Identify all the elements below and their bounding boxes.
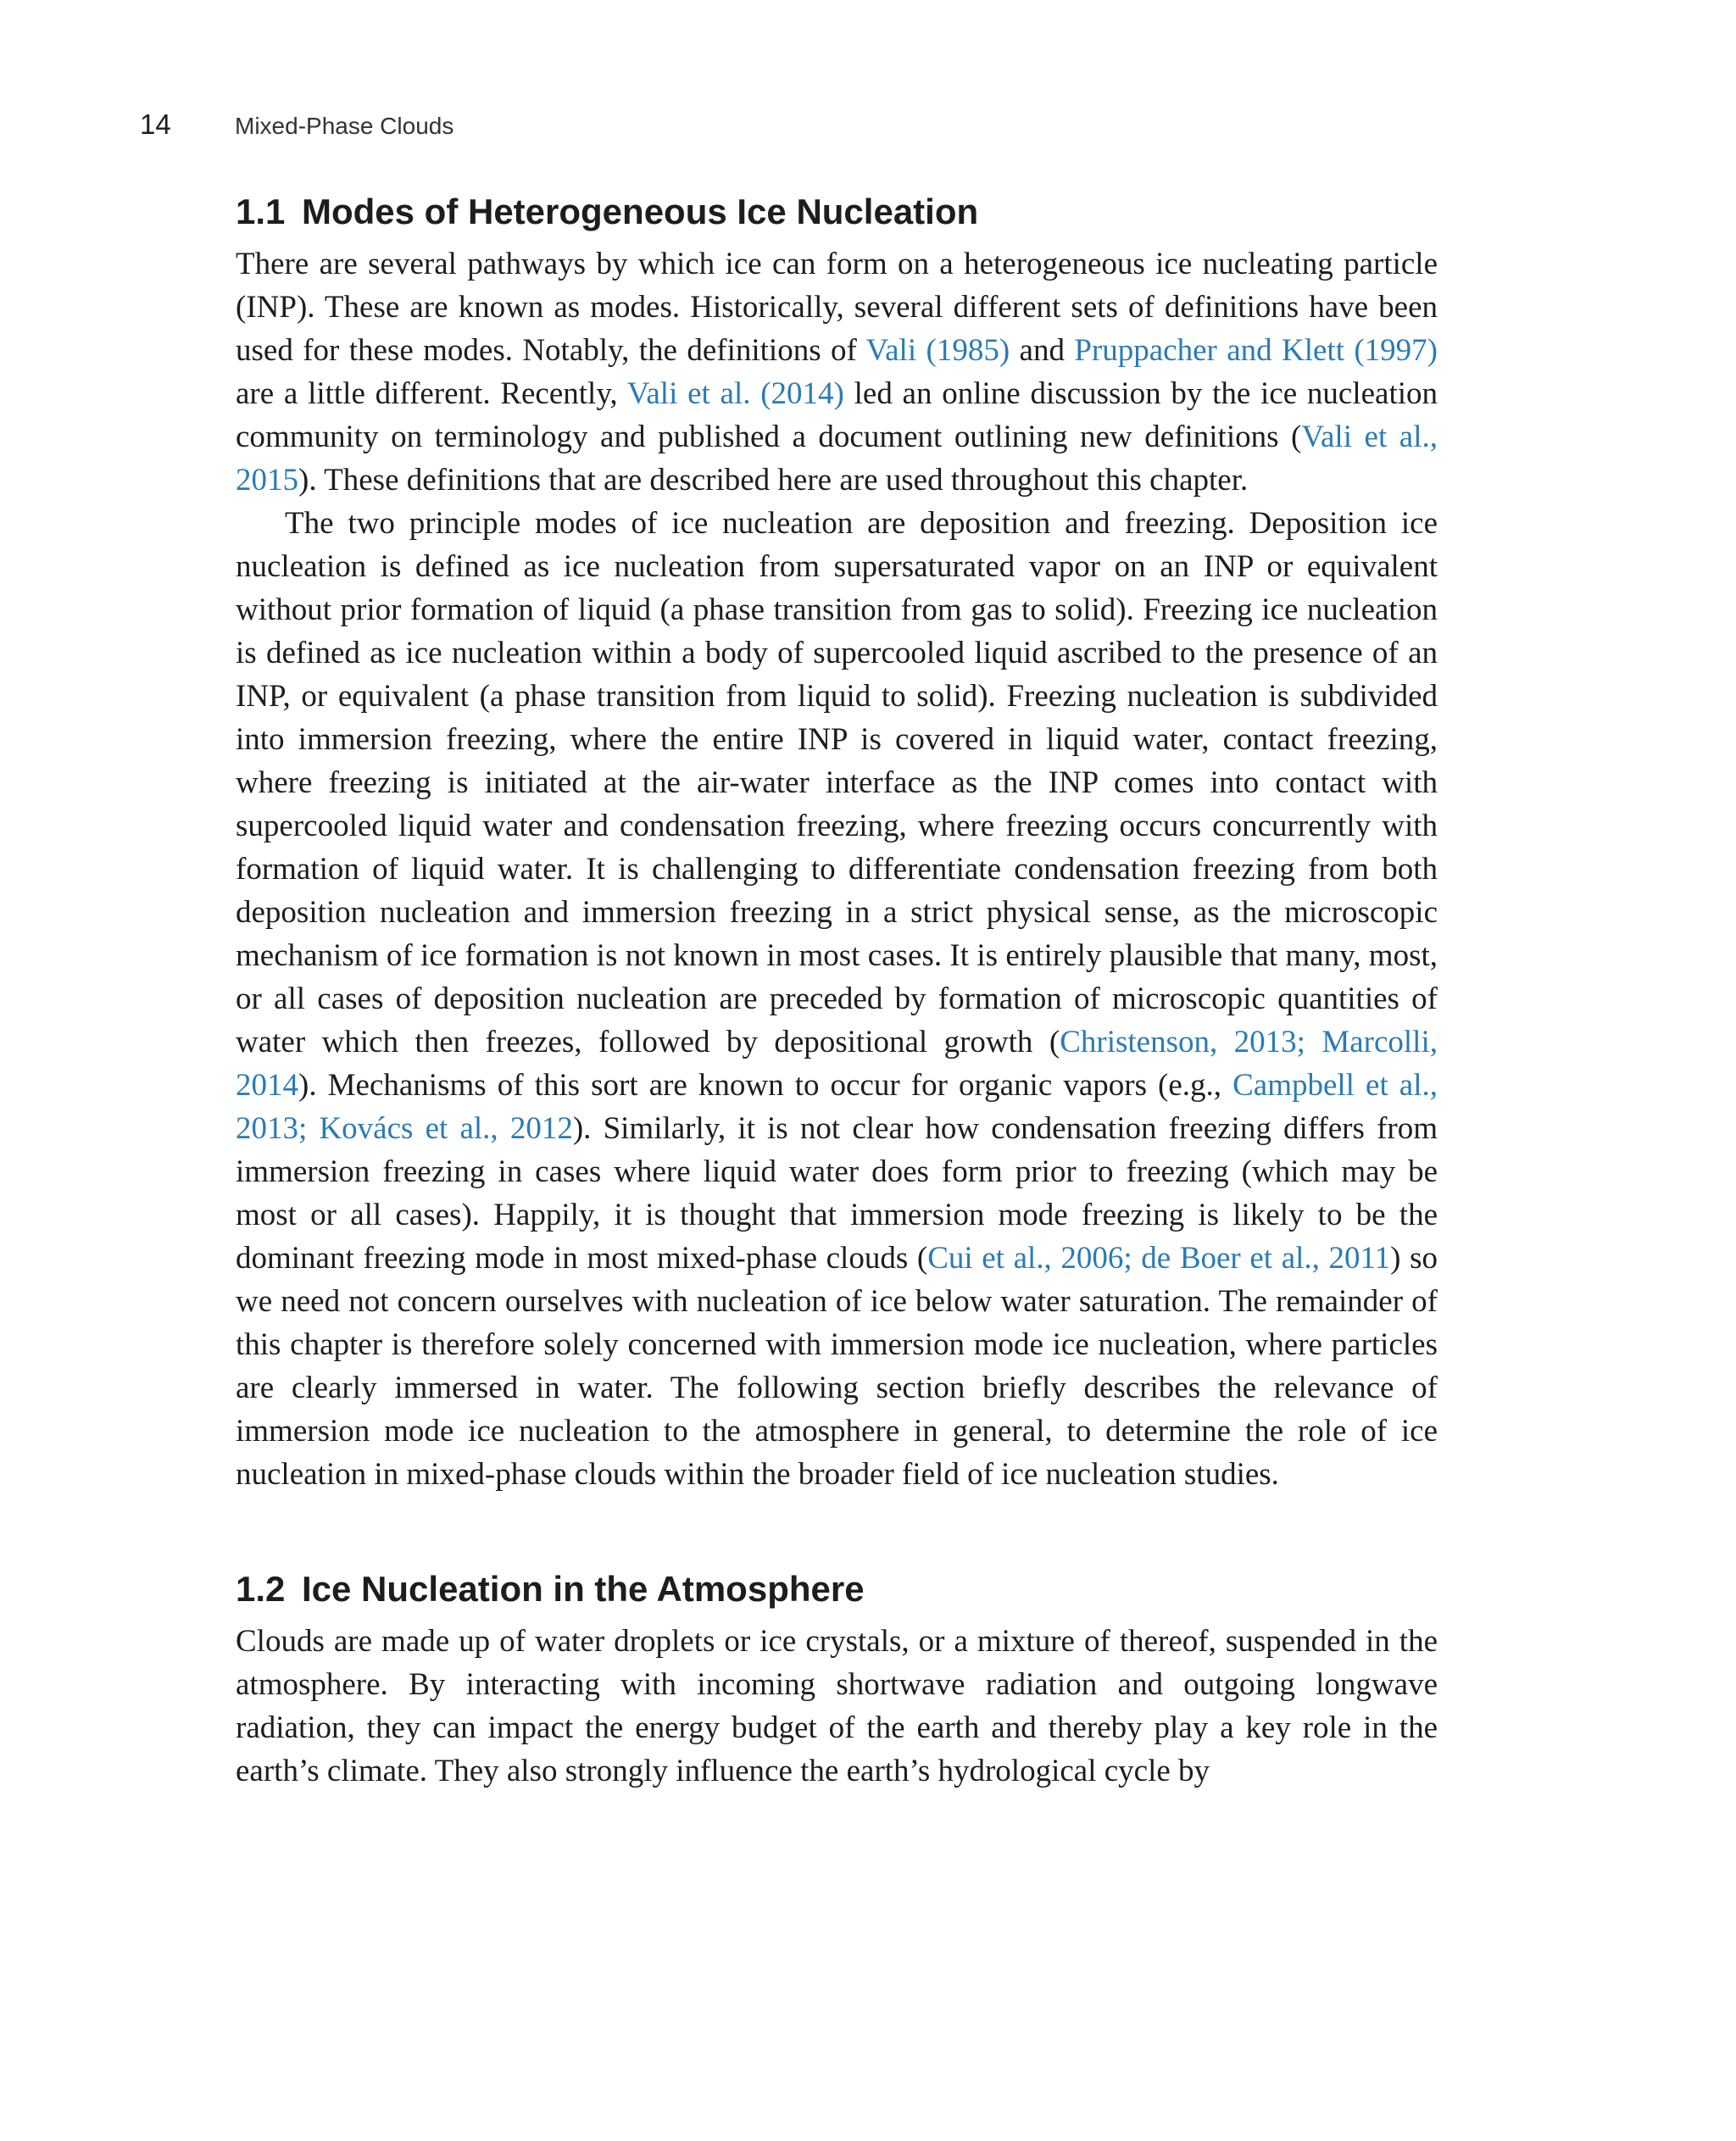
paragraph-text: ). Similarly, it is not clear how condensation freezing differs from immersion freezing in cases where liquid water does form prior to freezing (which may be most or all cases). Happily, it is thought that immersion mode freezing is likely to be the dominant freezing mode in most mixed-phase clouds ( <box>236 1111 1438 1276</box>
paragraph-text: ) so we need not concern ourselves with nucleation of ice below water saturation. The remainder of this chapter is therefore solely concerned with immersion mode ice nucleation, where particles are clearly immersed in water. The following section briefly describes the relevance of immersion mode ice nucleation to the atmosphere in general, to determine the role of ice nucleation in mixed-phase clouds within the broader field of ice nucleation studies. <box>236 1241 1438 1492</box>
paragraph-text: led an online discussion by the ice nucleation community on terminology and published a document outlining new definitions ( <box>236 376 1438 454</box>
page-content <box>236 186 1438 1793</box>
paragraph-text: are a little different. Recently, <box>236 376 627 411</box>
section-title: Ice Nucleation in the Atmosphere <box>302 1569 865 1609</box>
section-number: 1.1 <box>236 192 286 231</box>
citation-link[interactable]: Christenson, 2013; Marcolli, 2014 <box>236 1025 1438 1103</box>
paragraph-modes-intro <box>236 242 1438 502</box>
paragraph-text: ). These definitions that are described here are used throughout this chapter. <box>298 463 1249 498</box>
running-header <box>140 108 453 142</box>
paragraph-text: The two principle modes of ice nucleation are deposition and freezing. Deposition ice nucleation is defined as ice nucleation from supersaturated vapor on an INP or equivalent without prior formation of liquid (a phase transition from gas to solid). Freezing ice nucleation is defined as ice nucleation within a body of supercooled liquid ascribed to the presence of an INP, or equivalent (a phase transition from liquid to solid). Freezing nucleation is subdivided into immersion freezing, where the entire INP is covered in liquid water, contact freezing, where freezing is initiated at the air-water interface as the INP comes into contact with supercooled liquid water and condensation freezing, where freezing occurs concurrently with formation of liquid water. It is challenging to differentiate condensation freezing from both deposition nucleation and immersion freezing in a strict physical sense, as the microscopic mechanism of ice formation is not known in most cases. It is entirely plausible that many, most, or all cases of deposition nucleation are preceded by formation of microscopic quantities of water which then freezes, followed by depositional growth ( <box>236 506 1438 1059</box>
paragraph-modes-detail <box>236 502 1438 1496</box>
section-title: Modes of Heterogeneous Ice Nucleation <box>302 192 979 231</box>
citation-link[interactable]: Vali et al., 2015 <box>236 420 1438 498</box>
citation-link[interactable]: Cui et al., 2006; de Boer et al., 2011 <box>927 1241 1391 1276</box>
citation-link[interactable]: Campbell et al., 2013; Kovács et al., 2012 <box>236 1068 1438 1146</box>
section-spacer <box>236 1496 1438 1564</box>
citation-link[interactable]: Pruppacher and Klett (1997) <box>1074 333 1438 368</box>
running-title: Mixed-Phase Clouds <box>235 113 454 139</box>
paragraph-text: There are several pathways by which ice can form on a heterogeneous ice nucleating particle (INP). These are known as modes. Historically, several different sets of definitions have been used for these modes. Notably, the definitions of <box>236 247 1438 368</box>
paragraph-clouds-intro: Clouds are made up of water droplets or ice crystals, or a mixture of thereof, suspended in the atmosphere. By interacting with incoming shortwave radiation and outgoing longwave radiation, they can impact the energy budget of the earth and thereby play a key role in the earth’s climate. They also strongly influence the earth’s hydrological cycle by <box>236 1624 1438 1788</box>
citation-link[interactable]: Vali (1985) <box>865 333 1010 368</box>
section-heading-1-2 <box>236 1564 1438 1615</box>
paragraph-text: and <box>1010 333 1075 368</box>
section-number: 1.2 <box>236 1569 286 1609</box>
citation-link[interactable]: Vali et al. (2014) <box>626 376 844 411</box>
section-heading-1-1 <box>236 186 1438 237</box>
paragraph-text: ). Mechanisms of this sort are known to occur for organic vapors (e.g., <box>298 1068 1233 1103</box>
page-number: 14 <box>140 108 171 140</box>
